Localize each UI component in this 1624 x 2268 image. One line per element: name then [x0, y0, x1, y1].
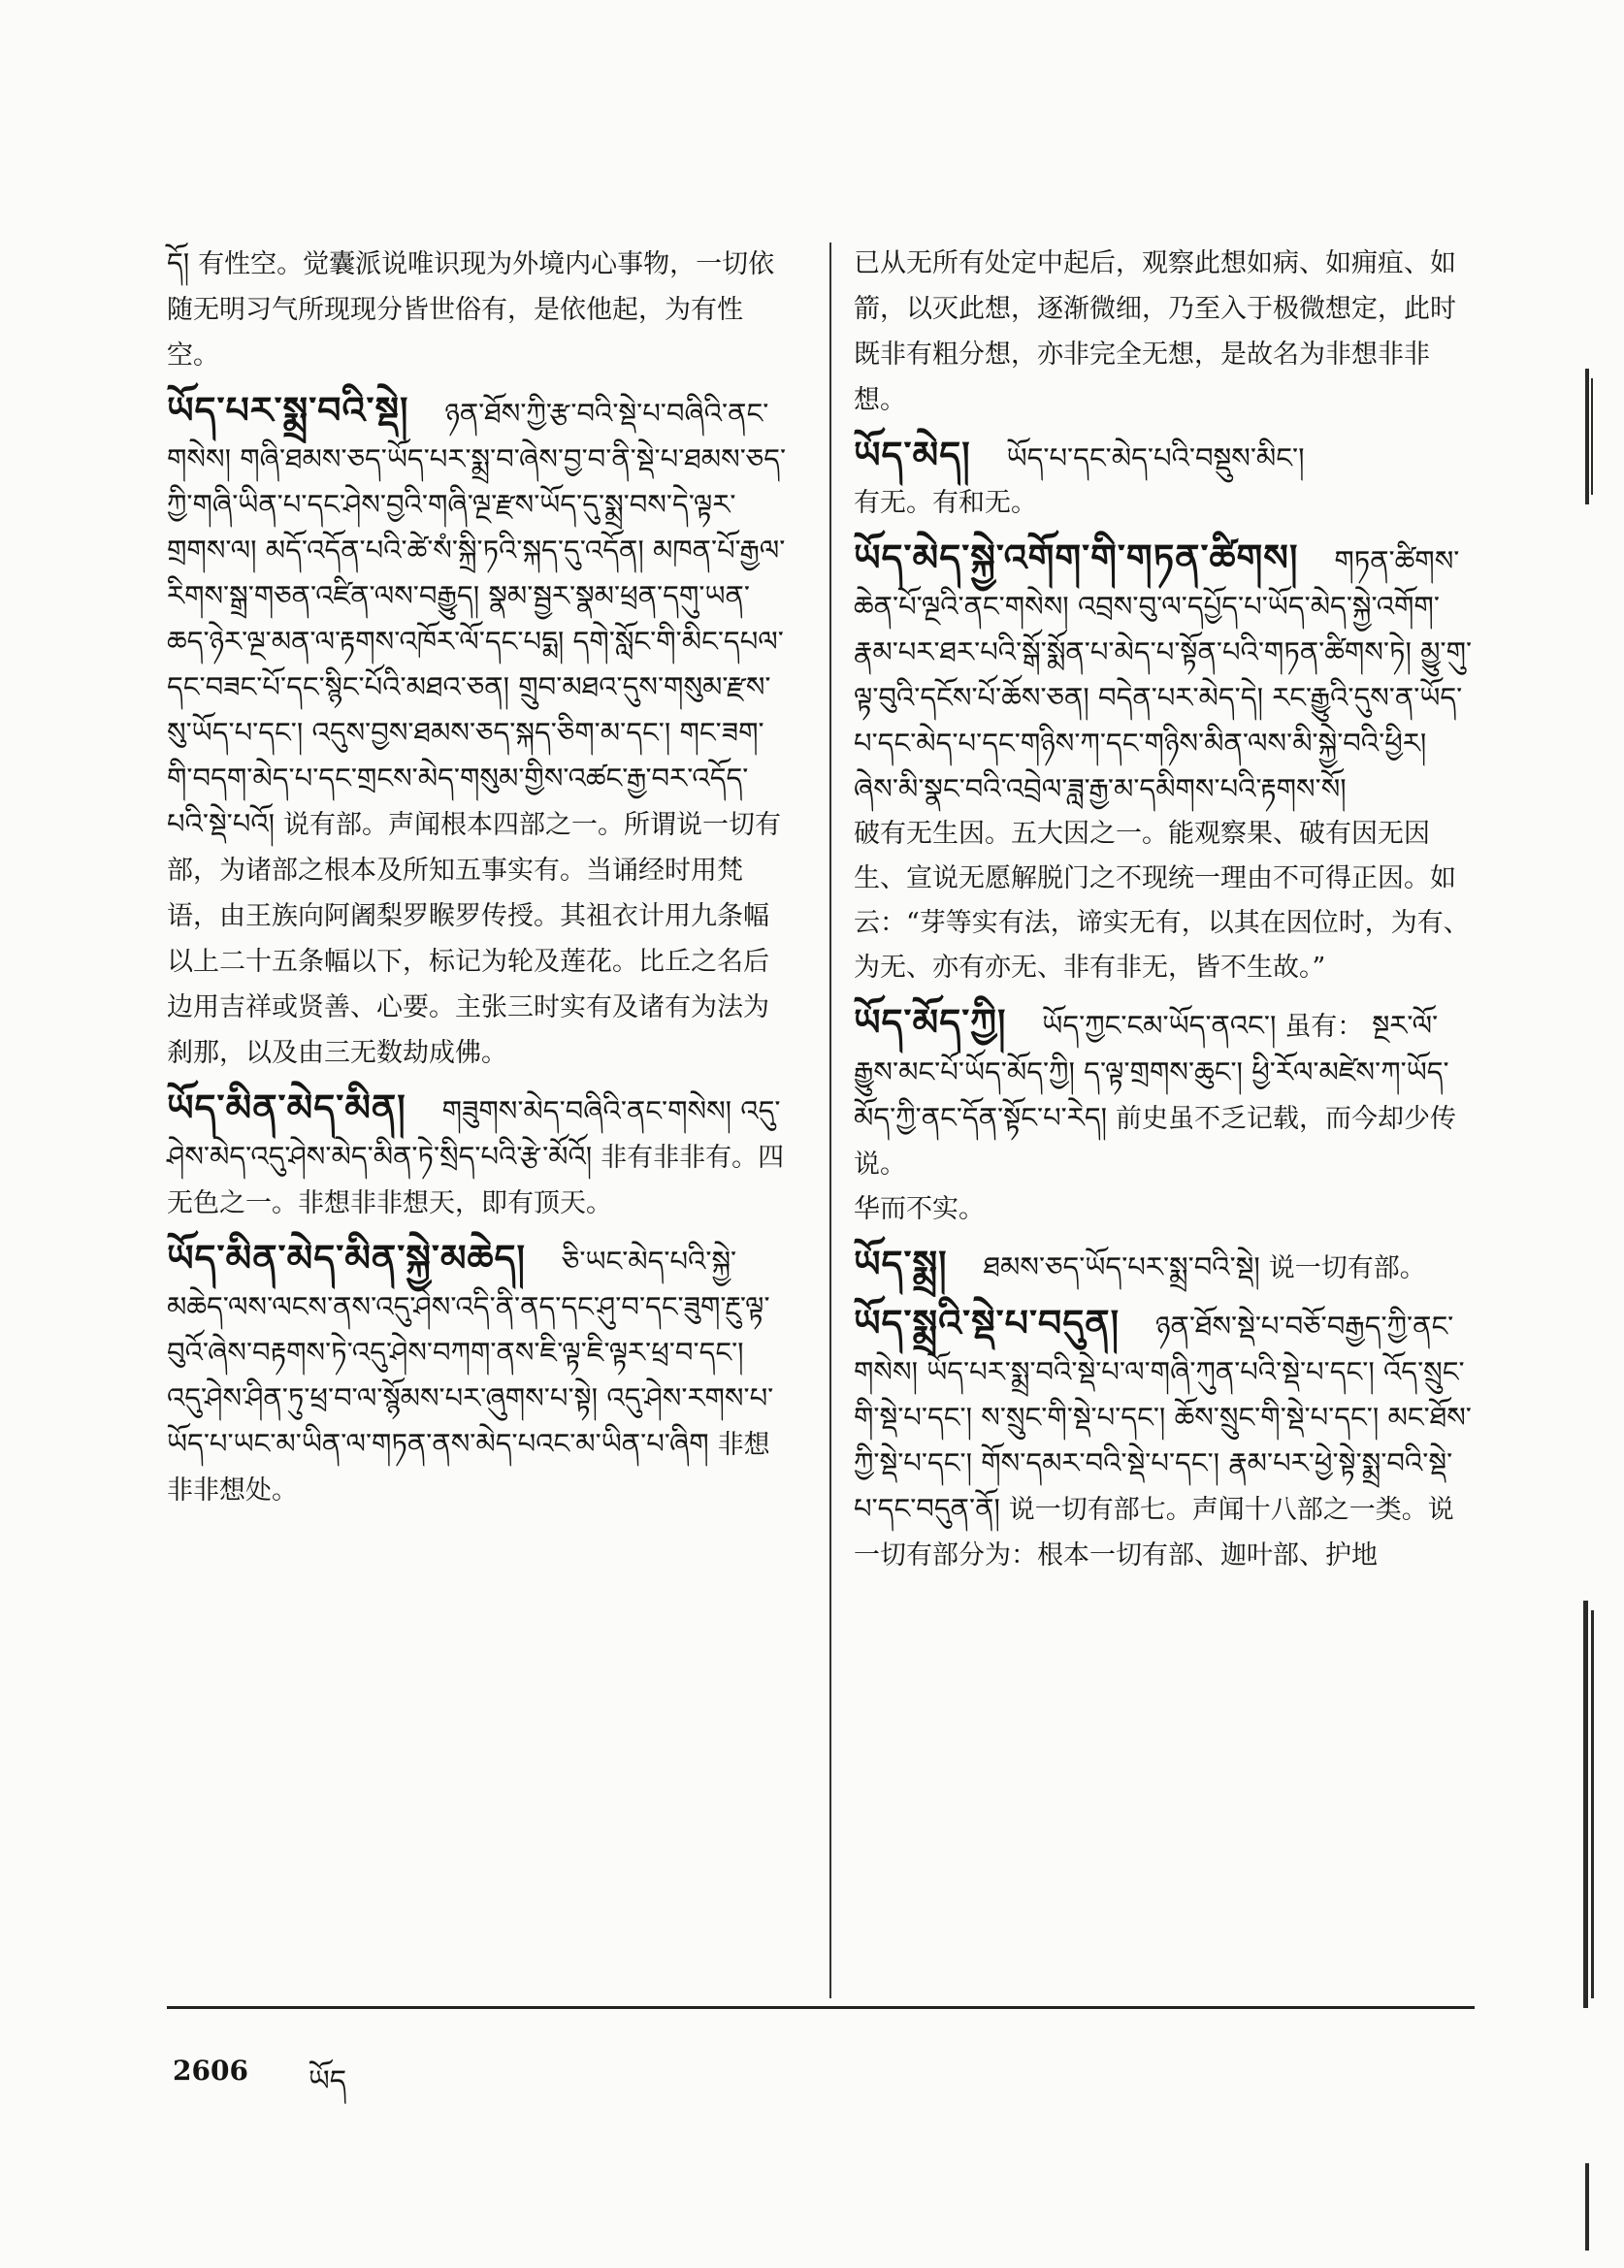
entry-tibetan-text: ཐམས་ཅད་ཡོད་པར་སྨྲ་བའི་སྡེ། [983, 1250, 1260, 1283]
right-column [854, 241, 1475, 1588]
entry-headword: ཡོད་མེད། [854, 433, 971, 476]
entry-yod-smra-sde-pa-bdun [854, 1301, 1475, 1578]
scan-mark [1591, 378, 1593, 495]
entry-yod-smra [854, 1242, 1475, 1291]
entry-yod-med [854, 433, 1475, 526]
entry-headword: ཡོད་པར་སྨྲ་བའི་སྡེ། [167, 388, 409, 432]
entry-chinese-text: 有性空。觉囊派说唯识现为外境内心事物，一切依随无明习气所现现分皆世俗有，是依他起，为有性空。 [167, 249, 775, 371]
footer-rule [167, 2006, 1475, 2009]
entry-yod-mod-kyi [854, 1000, 1475, 1232]
entry-yod-par-smra-bai-sde [167, 388, 788, 1076]
entry-headword: ཡོད་མིན་མེད་མིན། [167, 1085, 406, 1129]
entry-tibetan-text: ཉན་ཐོས་སྡེ་པ་བཅོ་བརྒྱད་ཀྱི་ནང་གསེས། ཡོད་པར་སྨྲ་བའི་སྡེ་པ་ལ་གཞི་ཀུན་པའི་སྡེ་པ་དང་། འོད་སྲུང་གི་སྡེ་པ་དང་། ས་སྲུང་གི་སྡེ་པ་དང་། ཆོས་སྲུང་གི་སྡེ་པ་དང་། མང་ཐོས་ཀྱི་སྡེ་པ་དང་། གོས་དམར་བའི་སྡེ་པ་དང་། རྣམ་པར་ཕྱེ་སྟེ་སྨྲ་བའི་སྡེ་པ་དང་བདུན་ནོ། [854, 1310, 1472, 1525]
entry-tibetan-text: དོ། [167, 246, 190, 279]
left-column [167, 241, 788, 1523]
running-head: ཡོད [309, 2064, 347, 2098]
entry-chinese-text: 虽有： [1284, 1012, 1364, 1042]
entry-headword: ཡོད་མིན་མེད་མིན་སྐྱེ་མཆེད། [167, 1236, 526, 1280]
entry-headword: ཡོད་མོད་ཀྱི། [854, 1000, 1007, 1044]
scan-mark [1585, 369, 1589, 504]
scan-mark [1591, 1610, 1594, 1998]
entry-chinese-text: 有无。有和无。 [854, 488, 1037, 518]
entry-yod-min-med-min-skye-mched [167, 1236, 788, 1513]
entry-headword: ཡོད་མེད་སྐྱེ་འགོག་གི་གཏན་ཚིགས། [854, 535, 1299, 579]
entry-yod-med-skye-gog [854, 535, 1475, 990]
entry-tibetan-text: ཉན་ཐོས་ཀྱི་རྩ་བའི་སྡེ་པ་བཞིའི་ནང་གསེས། གཞི་ཐམས་ཅད་ཡོད་པར་སྨྲ་བ་ཞེས་བྱ་བ་ནི་སྡེ་པ་ཐམས་ཅད་ཀྱི་གཞི་ཡིན་པ་དང་ཤེས་བྱའི་གཞི་ལྔ་རྫས་ཡོད་དུ་སྨྲ་བས་དེ་ལྟར་གྲགས་ལ། མདོ་འདོན་པའི་ཚེ་སཾ་སྐྲི་ཏའི་སྐད་དུ་འདོན། མཁན་པོ་རྒྱལ་རིགས་སྒྲ་གཅན་འཛིན་ལས་བརྒྱུད། སྣམ་སྦྱར་སྣམ་ཕྲན་དགུ་ཡན་ཆད་ཉེར་ལྔ་མན་ལ་རྟགས་འཁོར་ལོ་དང་པདྨ། དགེ་སློང་གི་མིང་དཔལ་དང་བཟང་པོ་དང་སྙིང་པོའི་མཐའ་ཅན། གྲུབ་མཐའ་དུས་གསུམ་རྫས་སུ་ཡོད་པ་དང་། འདུས་བྱས་ཐམས་ཅད་སྐད་ཅིག་མ་དང་། གང་ཟག་གི་བདག་མེད་པ་དང་གྲངས་མེད་གསུམ་གྱིས་འཚང་རྒྱ་བར་འདོད་པའི་སྡེ་པའོ། [167, 397, 787, 840]
entry-continuation [854, 241, 1475, 423]
entry-example-chinese-1: 前史虽不乏记载，而今却少传说。 [854, 1104, 1456, 1180]
entry-tibetan-text: ཅི་ཡང་མེད་པའི་སྐྱེ་མཆེད་ལས་ལངས་ནས་འདུ་ཤེས་འདི་ནི་ནད་དང་ཤུ་བ་དང་ཟུག་རྔུ་ལྟ་བུའོ་ཞེས་བརྟགས་ཏེ་འདུ་ཤེས་བཀག་ནས་ཇི་ལྟ་ཇི་ལྟར་ཕྲ་བ་དང་། འདུ་ཤེས་ཤིན་ཏུ་ཕྲ་བ་ལ་སྙོམས་པར་ཞུགས་པ་སྟེ། འདུ་ཤེས་རགས་པ་ཡོད་པ་ཡང་མ་ཡིན་ལ་གཏན་ནས་མེད་པའང་མ་ཡིན་པ་ཞིག [167, 1245, 774, 1460]
entry-yod-min-med-min [167, 1085, 788, 1226]
entry-tibetan-text: གཏན་ཚིགས་ཆེན་པོ་ལྔའི་ནང་གསེས། འབྲས་བུ་ལ་དཔྱོད་པ་ཡོད་མེད་སྐྱེ་འགོག་རྣམ་པར་ཐར་པའི་སྒོ་སྨོན་པ་མེད་པ་སྟོན་པའི་གཏན་ཚིགས་ཏེ། མྱུ་གུ་ལྟ་བུའི་དངོས་པོ་ཆོས་ཅན། བདེན་པར་མེད་དེ། རང་རྒྱུའི་དུས་ན་ཡོད་པ་དང་མེད་པ་དང་གཉིས་ཀ་དང་གཉིས་མིན་ལས་མི་སྐྱེ་བའི་ཕྱིར། ཞེས་མི་སྣང་བའི་འབྲེལ་ཟླ་རྒྱ་མ་དམིགས་པའི་རྟགས་སོ། [854, 544, 1473, 805]
entry-chinese-text: 非有非非有。四无色之一。非想非非想天，即有顶天。 [167, 1143, 785, 1218]
page-number: 2606 [173, 2055, 248, 2087]
entry-chinese-text: 说一切有部七。声闻十八部之一类。说一切有部分为：根本一切有部、迦叶部、护地 [854, 1495, 1454, 1571]
entry-tibetan-text: ཡོད་པ་དང་མེད་པའི་བསྡུས་མིང་། [1006, 441, 1305, 474]
entry-tibetan-text: གཟུགས་མེད་བཞིའི་ནང་གསེས། འདུ་ཤེས་མེད་འདུ་ཤེས་མེད་མིན་ཏེ་སྲིད་པའི་རྩེ་མོའོ། [167, 1094, 781, 1173]
entry-chinese-text: 已从无所有处定中起后，观察此想如病、如痈疽、如箭，以灭此想，逐渐微细，乃至入于极微想定，此时既非有粗分想，亦非完全无想，是故名为非想非非想。 [854, 248, 1456, 415]
entry-headword: ཡོད་སྨྲའི་སྡེ་པ་བདུན། [854, 1301, 1121, 1345]
scan-mark [1585, 2163, 1589, 2251]
entry-chinese-text: 说有部。声闻根本四部之一。所谓说一切有部，为诸部之根本及所知五事实有。当诵经时用梵语，由王族向阿阇梨罗睺罗传授。其祖衣计用九条幅以上二十五条幅以下，标记为轮及莲花。比丘之名后边用吉祥或贤善、心要。主张三时实有及诸有为法为刹那，以及由三无数劫成佛。 [167, 810, 781, 1068]
entry-chinese-text: 非想非非想处。 [167, 1430, 770, 1506]
entry-headword: ཡོད་སྨྲ། [854, 1242, 948, 1285]
entry-example-chinese-2: 华而不实。 [854, 1194, 985, 1224]
entry-chinese-text: 破有无生因。五大因之一。能观察果、破有因无因生、宣说无愿解脱门之不现统一理由不可得正因。如云：“芽等实有法，谛实无有，以其在因位时，为有、为无、亦有亦无、非有非无，皆不生故。” [854, 819, 1470, 983]
entry-chinese-text: 说一切有部。 [1268, 1253, 1426, 1283]
column-divider [829, 243, 831, 1998]
entry-example-tibetan: སྔར་ལོ་རྒྱུས་མང་པོ་ཡོད་མོད་ཀྱི། ད་ལྟ་གྲགས་ཆུང་། ཕྱི་རོལ་མཛེས་ཀ་ཡོད་མོད་ཀྱི་ནང་དོན་སྟོང་པ་རེད། [854, 1009, 1449, 1134]
entry-tibetan-text: ཡོད་ཀྱང་ངམ་ཡོད་ནའང་། [1042, 1009, 1277, 1042]
scan-mark [1583, 1601, 1588, 2008]
entry-continuation [167, 241, 788, 378]
